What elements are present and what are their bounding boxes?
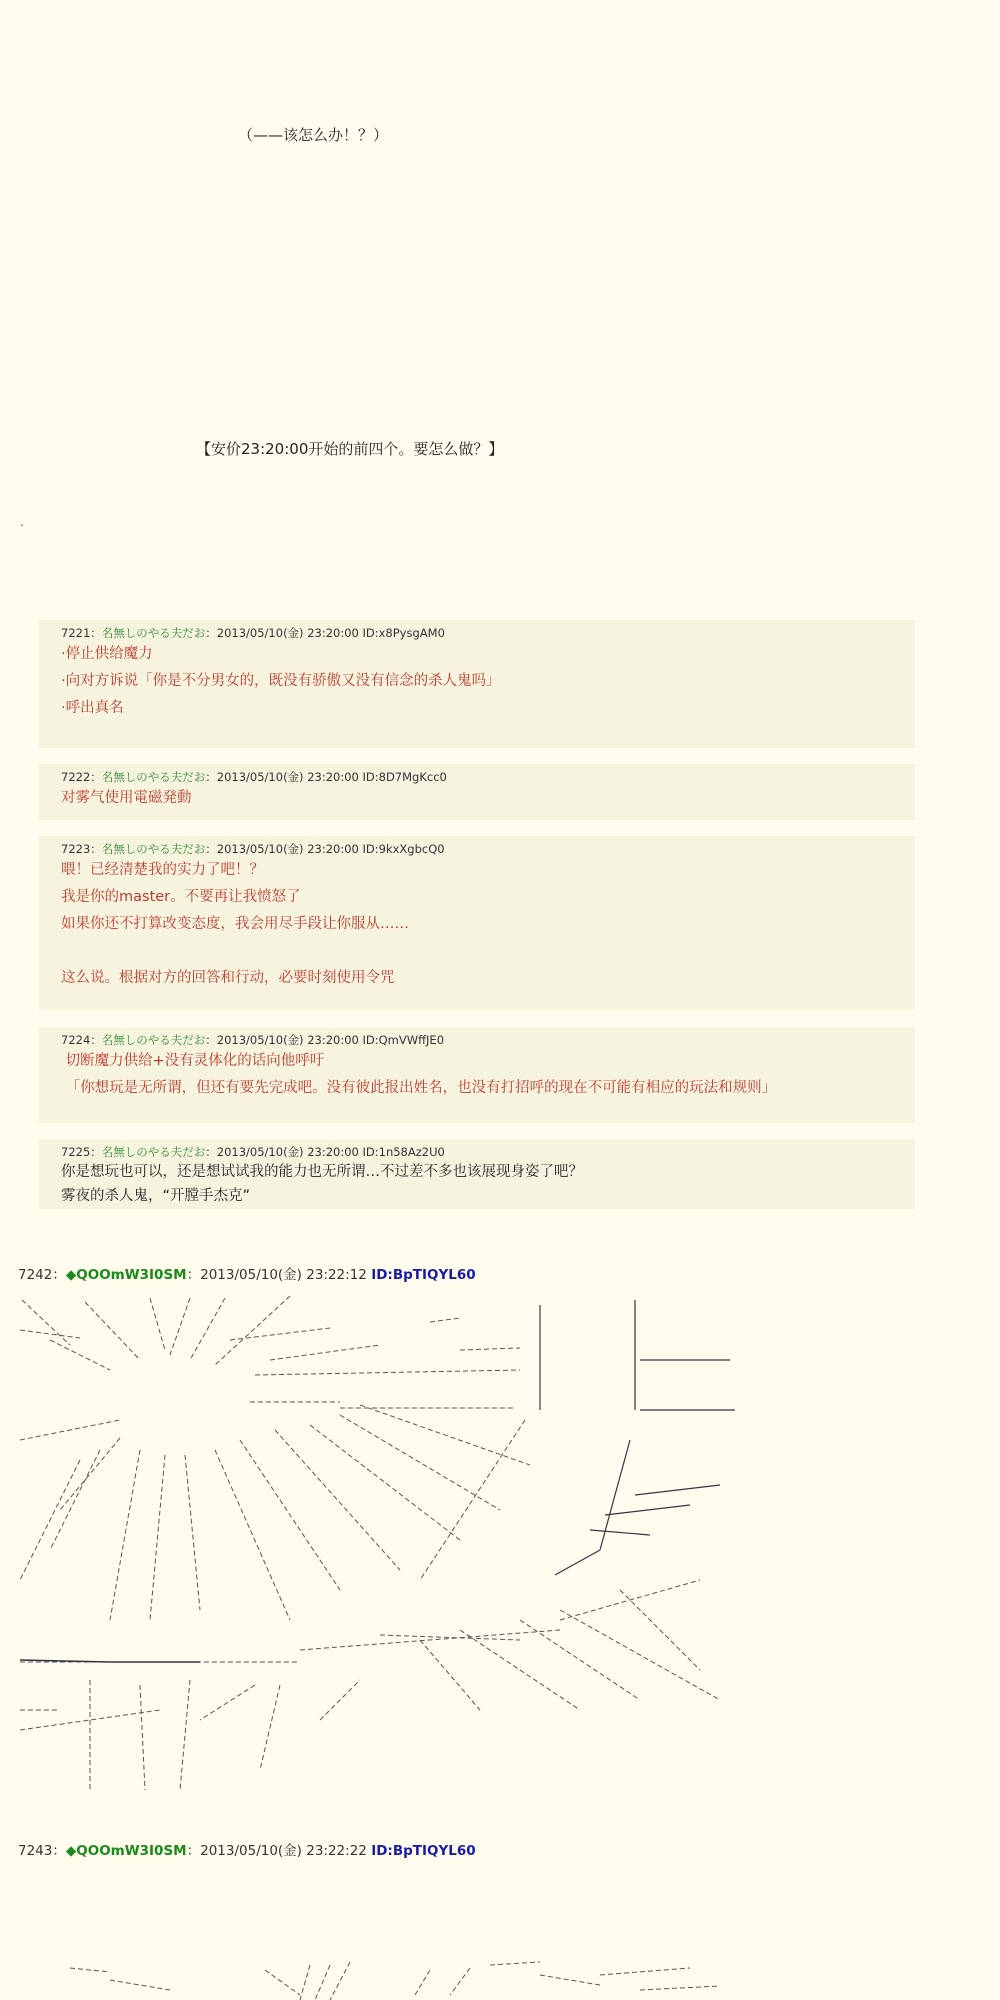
post-line: 这么说。根据对方的回答和行动，必要时刻使用令咒	[61, 970, 395, 986]
post-date: ：2013/05/10(金) 23:22:22	[186, 1843, 367, 1859]
post-line: 雾夜的杀人鬼，“开膛手杰克”	[61, 1188, 251, 1204]
post-date: ：2013/05/10(金) 23:20:00	[205, 770, 359, 784]
post-sep: ：	[90, 1033, 102, 1047]
post-id: ID:8D7MgKcc0	[362, 770, 447, 784]
post-line: 你是想玩也可以，还是想试试我的能力也无所谓…不过差不多也该展现身姿了吧？	[61, 1164, 583, 1180]
post-7222	[39, 764, 915, 820]
post-id[interactable]: ID:BpTIQYL60	[371, 1843, 476, 1859]
post-id: ID:x8PysgAM0	[362, 626, 445, 640]
post-number: 7223	[61, 842, 91, 856]
post-7223	[39, 836, 915, 1010]
poster-name[interactable]: 名無しのやる夫だお	[101, 1033, 206, 1047]
post-date: ：2013/05/10(金) 23:22:12	[186, 1267, 367, 1283]
author-trip[interactable]: ◆QOOmW3I0SM	[65, 1843, 187, 1859]
post-7224	[39, 1027, 915, 1123]
post-header	[61, 1144, 915, 1160]
narration-line-1: （——该怎么办！？）	[238, 126, 389, 144]
post-line: 我是你的master。不要再让我愤怒了	[61, 889, 301, 905]
post-line: 对雾气使用電磁発動	[61, 790, 192, 806]
post-sep: ：	[90, 770, 102, 784]
post-line: 切断魔力供给+没有灵体化的话向他呼吁	[61, 1053, 325, 1069]
post-line: ·向对方诉说「你是不分男女的，既没有骄傲又没有信念的杀人鬼吗」	[61, 673, 501, 689]
ascii-art-radiating-lines	[0, 1290, 760, 1810]
poster-name[interactable]: 名無しのやる夫だお	[101, 842, 206, 856]
aa-post-header-7243	[18, 1839, 476, 1859]
post-header	[61, 625, 915, 641]
post-line: 「你想玩是无所谓，但还有要先完成吧。没有彼此报出姓名，也没有打招呼的现在不可能有相应的玩法和规则」	[61, 1080, 777, 1096]
narration-dot: .	[20, 515, 24, 529]
post-number: 7225	[61, 1145, 91, 1159]
post-date: ：2013/05/10(金) 23:20:00	[205, 1145, 359, 1159]
post-header	[61, 769, 915, 785]
post-date: ：2013/05/10(金) 23:20:00	[205, 1033, 359, 1047]
post-sep: ：	[90, 626, 102, 640]
post-date: ：2013/05/10(金) 23:20:00	[205, 842, 359, 856]
post-header	[61, 1032, 915, 1048]
post-sep: ：	[90, 1145, 102, 1159]
post-line: 如果你还不打算改变态度，我会用尽手段让你服从……	[61, 916, 409, 932]
poster-name[interactable]: 名無しのやる夫だお	[101, 770, 206, 784]
post-id: ID:1n58Az2U0	[362, 1145, 445, 1159]
post-sep: ：	[52, 1843, 66, 1859]
aa-post-header-7242	[18, 1263, 476, 1283]
post-7221	[39, 620, 915, 748]
post-header	[61, 841, 915, 857]
post-line-blank	[61, 938, 915, 965]
post-number: 7243	[18, 1843, 53, 1859]
post-id[interactable]: ID:BpTIQYL60	[371, 1267, 476, 1283]
poster-name[interactable]: 名無しのやる夫だお	[101, 1145, 206, 1159]
post-sep: ：	[52, 1267, 66, 1283]
post-line: ·呼出真名	[61, 700, 124, 716]
post-sep: ：	[90, 842, 102, 856]
post-number: 7221	[61, 626, 91, 640]
narration-line-2: 【安价23:20:00开始的前四个。要怎么做？】	[196, 440, 504, 458]
ascii-art-partial	[0, 1950, 760, 2000]
post-7225	[39, 1139, 915, 1209]
post-id: ID:QmVWffJE0	[362, 1033, 445, 1047]
post-number: 7222	[61, 770, 91, 784]
post-date: ：2013/05/10(金) 23:20:00	[205, 626, 359, 640]
post-number: 7224	[61, 1033, 91, 1047]
post-line: 喂！已经清楚我的实力了吧！？	[61, 862, 264, 878]
post-line: ·停止供给魔力	[61, 646, 153, 662]
post-id: ID:9kxXgbcQ0	[362, 842, 445, 856]
author-trip[interactable]: ◆QOOmW3I0SM	[65, 1267, 187, 1283]
post-number: 7242	[18, 1267, 53, 1283]
poster-name[interactable]: 名無しのやる夫だお	[101, 626, 206, 640]
